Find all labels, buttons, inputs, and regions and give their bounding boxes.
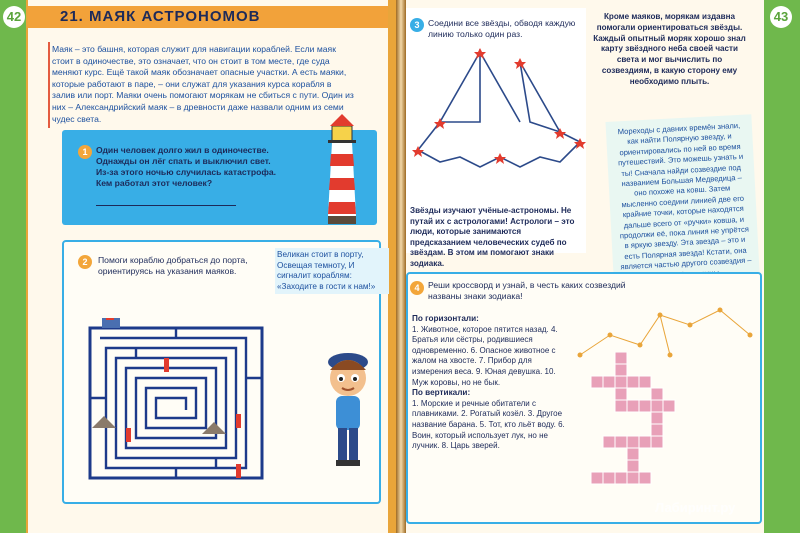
polar-star-note-text: Мореходы с давних времён знали, как найти Полярную звезду, и ориентировались по ней во время путешествий. Это можешь узнать и ты! Сначала найди созвездие под названием Большая Медведица – оно похоже на ковш. Затем мысленно соедини линией две его крайние точки, которые находятся дальше всего от «ручки» ковша, и продолжи её, пока линия не упрётся в яркую звезду. Эта звезда – это и есть Полярная звезда! Кстати, она является частью другого созвездия –	[617, 120, 752, 272]
astronomers-text: Звёзды изучают учёные-астрономы. Не путай их с астрологами! Астрологи – это люди, которые занимаются предсказанием человеческих судеб по звёздам. В этом им помогают знаки зодиака.	[410, 206, 575, 268]
page-number-left: 42	[3, 6, 25, 28]
book-spine	[396, 0, 406, 533]
page-title: 21. МАЯК АСТРОНОМОВ	[60, 8, 261, 25]
task2-text: Помоги кораблю добраться до порта, ориентируясь на указания маяков.	[98, 255, 248, 276]
task4-text: Реши кроссворд и узнай, в честь каких созвездий названы знаки зодиака!	[428, 280, 626, 301]
lighthouse-icon	[320, 112, 364, 224]
horizontal-title: По горизонтали:	[412, 314, 479, 323]
intro-text: Маяк – это башня, которая служит для навигации кораблей. Если маяк стоит в одиночестве, это означает, что он стоит в том месте, где суда меняют курс. Ещё такой маяк обозначает опасные участки. А есть маяки, которые работают в паре, – они служат для указания курса корабля в залив или порт. Маяки очень помогают морякам не сбиться с пути. Один из них – Александрийский маяк – в древности даже назвали одним из семи чудес света.	[52, 44, 354, 124]
task4-number: 4	[410, 281, 424, 295]
task3-text: Соедини все звёзды, обводя каждую линию только один раз.	[428, 18, 576, 39]
task3-number: 3	[410, 18, 424, 32]
sailboat-constellation[interactable]	[410, 42, 590, 207]
vertical-title: По вертикали:	[412, 388, 471, 398]
boy-illustration	[318, 340, 378, 470]
task1-number: 1	[78, 145, 92, 159]
horizontal-clues: 1. Животное, которое пятится назад. 4. Братья или сёстры, родившиеся одновременно. 6. Опасное животное с жалом на хвосте. 7. Прибор для измерения веса. 9. Юная девушка. 10. Муж коровы, но не бык.	[412, 324, 558, 387]
sailors-text: Кроме маяков, морякам издавна помогали ориентироваться звёзды. Каждый опытный моряк хорошо знал карту звёздного неба своей части света и мог вычислить по созвездиям, в какую сторону ему необходимо плыть.	[593, 12, 746, 86]
watermark: Лабиринт.ру	[655, 500, 736, 515]
right-green-strip	[764, 0, 800, 533]
crossword-grid[interactable]	[585, 352, 695, 502]
page-number-right: 43	[770, 6, 792, 28]
polar-star-note	[605, 114, 760, 297]
maze[interactable]	[86, 318, 266, 486]
task2-number: 2	[78, 255, 92, 269]
lighthouse-poem: Великан стоит в порту, Освещая темноту, И сигналит кораблям: «Заходите в гости к нам!»	[275, 248, 389, 294]
crossword-clues	[412, 314, 572, 452]
left-green-strip	[0, 0, 26, 533]
vertical-clues: 1. Морские и речные обитатели с плавниками. 2. Рогатый козёл. 3. Другое название барана. 5. Тот, кто льёт воду. 6. Воин, который использует лук, но не лучник. 8. Царь зверей.	[412, 398, 565, 451]
task1-answer-line[interactable]	[96, 205, 236, 206]
task1-text: Один человек долго жил в одиночестве. Однажды он лёг спать и выключил свет. Из-за этого ночью случилась катастрофа. Кем работал этот человек?	[96, 145, 277, 188]
right-page	[400, 0, 800, 533]
